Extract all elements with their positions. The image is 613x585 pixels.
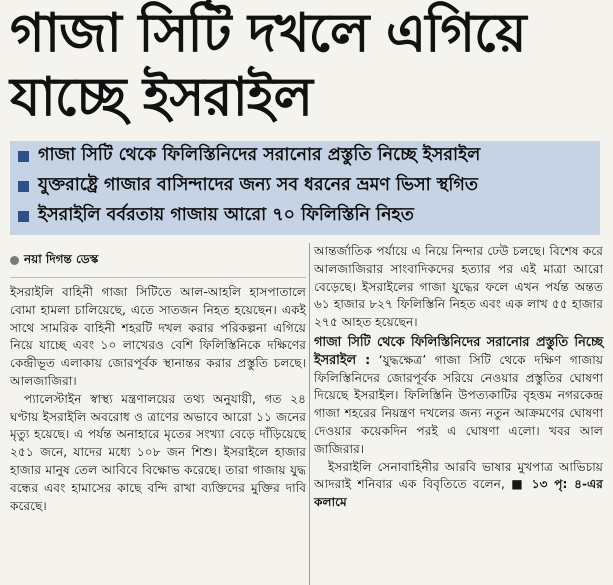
square-bullet-icon <box>18 151 29 162</box>
article-paragraph <box>314 459 603 512</box>
summary-bullet-text: যুক্তরাষ্ট্রে গাজার বাসিন্দাদের জন্য সব ধরনের ভ্রমণ ভিসা স্থগিত <box>38 174 478 195</box>
article-column-right <box>314 243 603 512</box>
article-column-left <box>10 243 306 515</box>
byline-divider <box>10 277 306 278</box>
byline <box>10 251 306 269</box>
article-paragraph: ইসরাইলি বাহিনী গাজা সিটিতে আল-আহলি হাসপাতালে বোমা হামলা চালিয়েছে, এতে সাতজন নিহত হয়েছেন। একই সাথে সামরিক বাহিনী শহরটি দখল করার পরিকল্পনা এগিয়ে নিয়ে যাচ্ছে এবং ১০ লাখেরও বেশি ফিলিস্তিনিকে দক্ষিণের কেন্দ্রীভূত এলাকায় জোরপূর্বক স্থানান্তর করার প্রস্তুতি চলছে। আলজাজিরা। <box>10 285 306 388</box>
article-paragraph: প্যালেস্টাইন স্বাস্থ্য মন্ত্রণালয়ের তথ্য অনুযায়ী, গত ২৪ ঘণ্টায় ইসরাইলি অবরোধ ও ত্রাণের অভাবে আরো ১১ জনের মৃত্যু হয়েছে। এ পর্যন্ত অনাহারে মৃতের সংখ্যা বেড়ে দাঁড়িয়েছে ২৫১ জনে, যাদের মধ্যে ১০৮ জন শিশু। ইসরাইলে হাজার হাজার মানুষ তেল আবিবে বিক্ষোভ করেছে। তারা গাজায় যুদ্ধ বন্ধের এবং হামাসের কাছে বন্দি রাখা ব্যক্তিদের মুক্তির দাবি করেছে। <box>10 391 306 513</box>
headline-line-2: যাচ্ছে ইসরাইল <box>10 67 312 128</box>
summary-bullet <box>10 171 600 201</box>
headline-line-1: গাজা সিটি দখলে এগিয়ে <box>10 3 526 64</box>
headline <box>10 2 605 130</box>
summary-bullet <box>10 201 600 231</box>
byline-dot-icon <box>10 256 19 265</box>
summary-bullet-text: গাজা সিটি থেকে ফিলিস্তিনিদের সরানোর প্রস্তুতি নিচ্ছে ইসরাইল <box>38 144 481 165</box>
summary-box <box>10 141 600 235</box>
square-bullet-icon <box>18 211 29 222</box>
subhead: গাজা সিটি থেকে ফিলিস্তিনিদের সরানোর প্রস্তুতি নিচ্ছে ইসরাইল : <box>314 334 603 368</box>
summary-bullet <box>10 141 600 171</box>
summary-bullet-text: ইসরাইলি বর্বরতায় গাজায় আরো ৭০ ফিলিস্তিনি নিহত <box>38 204 414 225</box>
square-bullet-icon <box>18 181 29 192</box>
article-paragraph-text: ইসরাইলি সেনাবাহিনীর আরবি ভাষার মুখপাত্র আভিচায় আদরাই শনিবার এক বিবৃতিতে বলেন, <box>314 459 603 492</box>
continuation-link[interactable]: ■ ১৩ পৃ: ৪-এর কলামে <box>314 477 604 510</box>
article-paragraph: আন্তর্জাতিক পর্যায়ে এ নিয়ে নিন্দার ঢেউ চলছে। বিশেষ করে আলজাজিরার সাংবাদিকদের হত্যার পর এই মাত্রা আরো বেড়েছে। ইসরাইলের গাজা যুদ্ধের ফলে এখন পর্যন্ত অন্তত ৬১ হাজার ৮২৭ ফিলিস্তিনি নিহত এবং এক লাখ ৫৫ হাজার ২৭৫ আহত হয়েছেন। <box>314 244 603 330</box>
column-divider <box>309 243 310 585</box>
article-paragraph-subhead <box>314 334 603 459</box>
subhead-paragraph-text: ‘যুদ্ধক্ষেত্র’ গাজা সিটি থেকে দক্ষিণ গাজায় ফিলিস্তিনিদের জোরপূর্বক সরিয়ে নেওয়ার প্রস্তুতির ঘোষণা দিয়েছে ইসরাইল। ফিলিস্তিনি উপত্যকাটির বৃহত্তম নগরকেন্দ্র গাজা শহরের নিয়ন্ত্রণ দখলের জন্য নতুন আক্রমণের ঘোষণা দেওয়ার কয়েকদিন পরই এ ঘোষণা এলো। খবর আল জাজিরার। <box>314 352 603 456</box>
byline-text: নয়া দিগন্ত ডেস্ক <box>24 252 99 267</box>
